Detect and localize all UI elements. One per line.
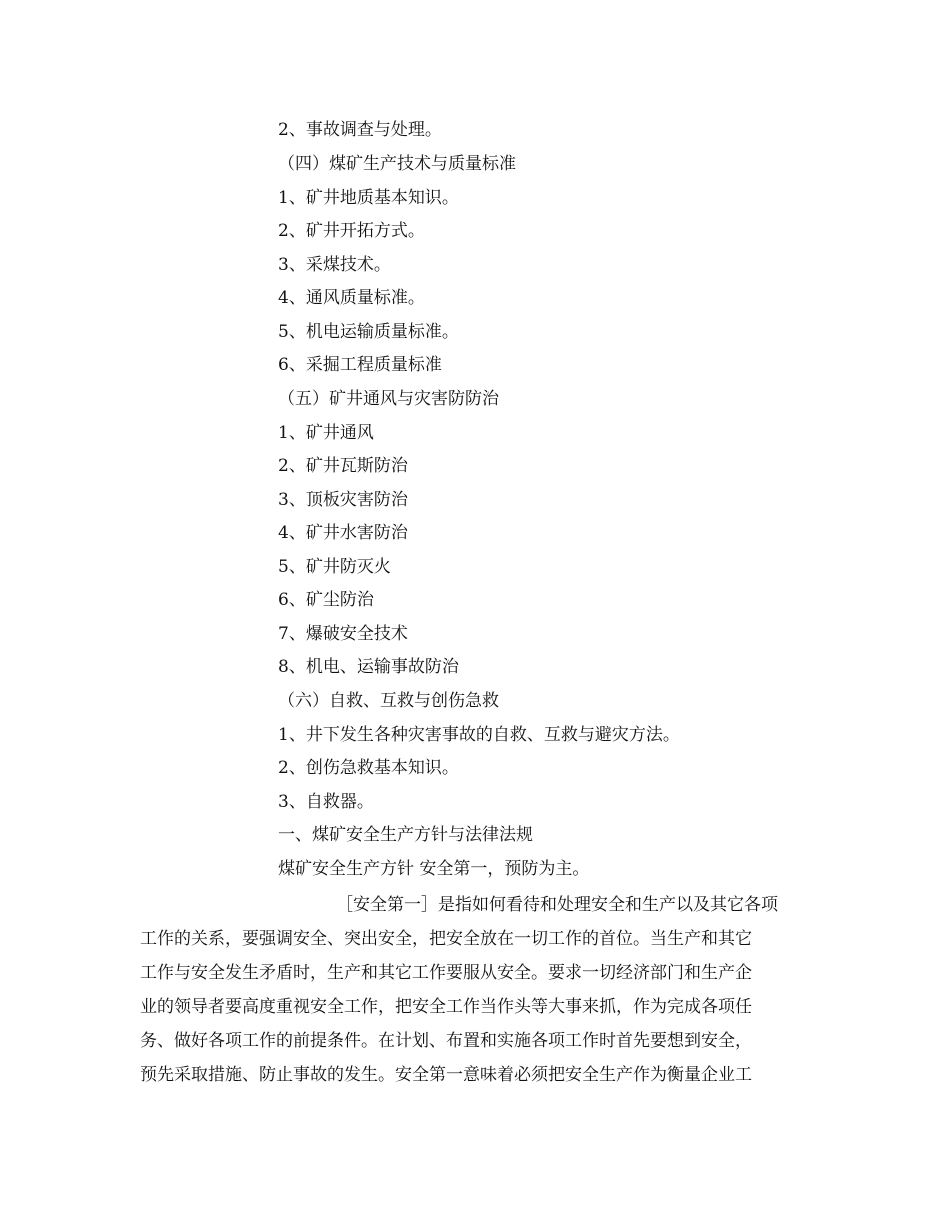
paragraph-line: 业的领导者要高度重视安全工作，把安全工作当作头等大事来抓，作为完成各项任: [140, 997, 752, 1017]
paragraph-line: 预先采取措施、防止事故的发生。安全第一意味着必须把安全生产作为衡量企业工: [140, 1065, 752, 1085]
text-line: 4、通风质量标准。: [278, 288, 425, 308]
text-line: 1、矿井地质基本知识。: [278, 188, 459, 208]
paragraph-line: 工作的关系，要强调安全、突出安全，把安全放在一切工作的首位。当生产和其它: [140, 929, 752, 949]
text-line: 7、爆破安全技术: [278, 624, 408, 644]
text-line: 2、矿井瓦斯防治: [278, 456, 408, 476]
text-line: 5、机电运输质量标准。: [278, 322, 459, 342]
text-line: 5、矿井防灭火: [278, 557, 391, 577]
text-line: 2、事故调查与处理。: [278, 120, 442, 140]
section-heading: （六）自救、互救与创伤急救: [278, 691, 499, 711]
text-line: 1、矿井通风: [278, 423, 374, 443]
text-line: 6、采掘工程质量标准: [278, 355, 442, 375]
text-line: 2、矿井开拓方式。: [278, 221, 425, 241]
text-line: 1、井下发生各种灾害事故的自救、互救与避灾方法。: [278, 725, 680, 745]
text-line: 煤矿安全生产方针 安全第一，预防为主。: [278, 859, 590, 879]
text-line: 8、机电、运输事故防治: [278, 657, 459, 677]
section-heading: （五）矿井通风与灾害防防治: [278, 389, 499, 409]
text-line: 4、矿井水害防治: [278, 523, 408, 543]
text-line: 2、创伤急救基本知识。: [278, 758, 459, 778]
text-line: 3、顶板灾害防治: [278, 490, 408, 510]
text-line: 3、采煤技术。: [278, 255, 391, 275]
text-line: 3、自救器。: [278, 792, 374, 812]
paragraph-line: 工作与安全发生矛盾时，生产和其它工作要服从安全。要求一切经济部门和生产企: [140, 963, 752, 983]
section-heading: （四）煤矿生产技术与质量标准: [278, 154, 516, 174]
section-heading: 一、煤矿安全生产方针与法律法规: [278, 825, 533, 845]
text-line: 6、矿尘防治: [278, 590, 374, 610]
paragraph-line: 务、做好各项工作的前提条件。在计划、布置和实施各项工作时首先要想到安全，: [140, 1031, 752, 1051]
paragraph-line: ［安全第一］是指如何看待和处理安全和生产以及其它各项: [336, 895, 778, 915]
